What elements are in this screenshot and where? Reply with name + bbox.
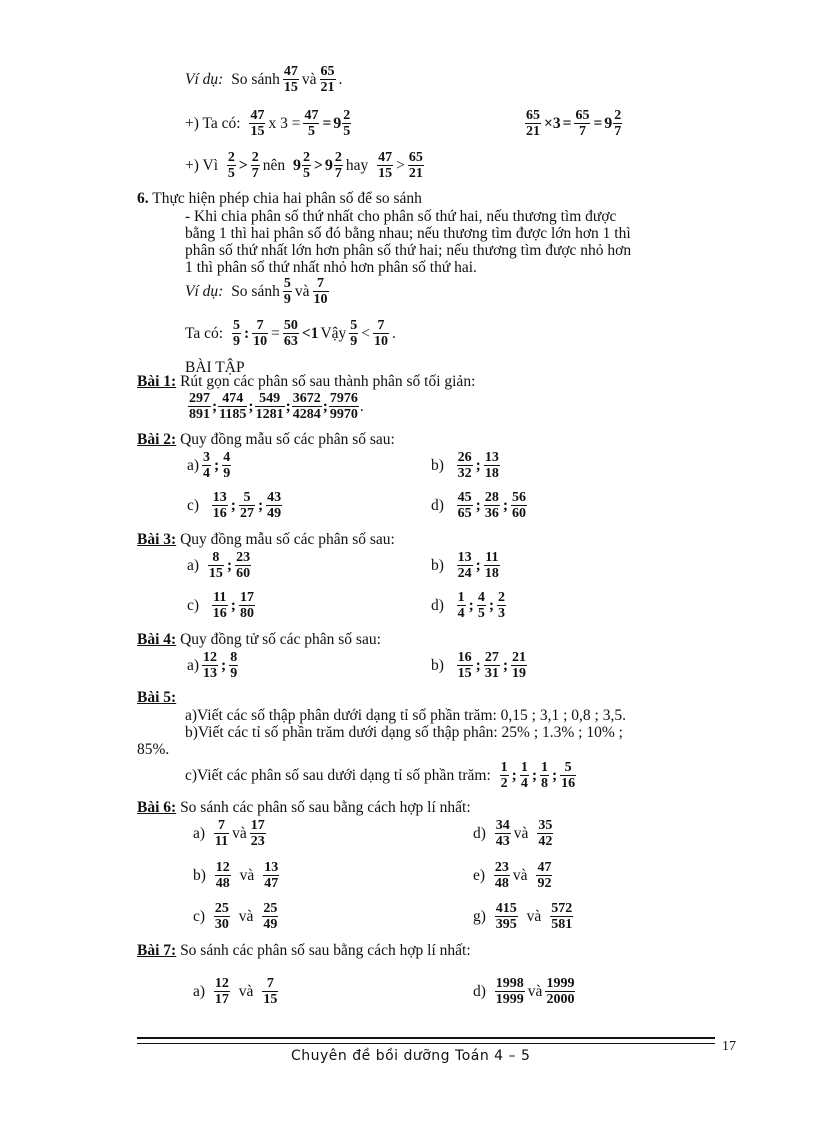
exercise-2c: c) 13 16 ; 5 27 ; 43 49 <box>187 490 282 521</box>
mixed-number: 9 2 5 <box>333 108 351 139</box>
fraction: 5 9 <box>232 318 240 349</box>
exercise-label: Bài 2: <box>137 431 177 448</box>
paragraph-line: - Khi chia phân số thứ nhất cho phân số thứ hai, nếu thương tìm được <box>185 208 617 225</box>
paragraph-line: phân số thứ nhất lớn hơn phân số thứ hai; nếu thương tìm được nhỏ hơn <box>185 242 632 259</box>
exercise-text: Quy đồng mẫu số các phân số sau: <box>180 431 395 448</box>
conj: Vậy <box>320 324 347 342</box>
example-compare-1 <box>185 64 342 95</box>
fraction: $\frac{50}{63}$ <box>283 318 298 349</box>
fraction: 2 5 <box>227 150 235 181</box>
line-vi <box>185 150 425 181</box>
exercise-3d: d) 1 4 ; 4 5 ; 2 3 <box>431 590 506 621</box>
example-compare-2 <box>185 276 330 307</box>
exercise-7a: a) 12 17 và 7 15 <box>193 976 278 1007</box>
paragraph-line: bằng 1 thì hai phân số đó bằng nhau; nếu thương tìm được lớn hơn 1 thì <box>185 225 631 242</box>
exercise-text: c)Viết các phân số sau dưới dạng tỉ số phần trăm: <box>185 766 491 784</box>
op: = <box>271 324 280 342</box>
exercise-5b-cont: 85%. <box>137 741 170 758</box>
footer-rule-thin <box>137 1043 715 1044</box>
exercise-2b: b) 26 32 ; 13 18 <box>431 450 499 481</box>
exercise-label: Bài 4: <box>137 631 177 648</box>
line-text: +) Ta có: <box>185 114 241 132</box>
op: x 3 = <box>268 114 301 132</box>
op: : <box>243 324 250 342</box>
fraction: 65 21 <box>320 64 335 95</box>
line-text: Ta có: <box>185 324 224 342</box>
line-ta-co-right <box>524 108 623 139</box>
exercise-2d: d) 45 65 ; 28 36 ; 56 60 <box>431 490 527 521</box>
exercise-label: Bài 7: <box>137 942 177 959</box>
exercise-6d: d) 34 43 và 35 42 <box>473 818 553 849</box>
exercise-6c: c) 25 30 và 25 49 <box>193 901 278 932</box>
exercise-6b: b) 12 48 và 13 47 <box>193 860 279 891</box>
mixed-number: 9 2 7 <box>324 150 342 181</box>
section-title: Thực hiện phép chia hai phân số để so sánh <box>152 190 422 207</box>
mixed-number: 9 2 5 <box>292 150 310 181</box>
fraction: 5 9 <box>283 276 291 307</box>
exercise-label: Bài 3: <box>137 531 177 548</box>
fraction: 65 21 <box>408 150 423 181</box>
exercise-text: Quy đồng mẫu số các phân số sau: <box>180 531 395 548</box>
example-label: Ví dụ: <box>185 70 224 88</box>
fraction: 7 10 <box>313 276 328 307</box>
fraction: 47 15 <box>250 108 265 139</box>
exercise-6e: e) 23 48 và 47 92 <box>473 860 552 891</box>
exercise-6-heading <box>137 800 471 816</box>
footer-rule-thick <box>137 1037 715 1039</box>
fraction: 47 15 <box>378 150 393 181</box>
fraction: 5 9 <box>350 318 358 349</box>
exercise-6a: a) 7 11 và 17 23 <box>193 818 265 849</box>
conj: và <box>301 70 317 88</box>
line-ta-co <box>185 108 352 139</box>
exercise-5a: a)Viết các số thập phân dưới dạng tỉ số phần trăm: 0,15 ; 3,1 ; 0,8 ; 3,5. <box>185 707 626 724</box>
fraction: $\frac{47}{5}$ <box>304 108 319 139</box>
fraction: $\frac{65}{7}$ <box>575 108 590 139</box>
fraction: 47 15 <box>283 64 298 95</box>
conj: hay <box>345 156 369 174</box>
line-ta-co-2 <box>185 318 396 349</box>
fraction: 7 10 <box>374 318 389 349</box>
op: ×3 <box>544 114 561 132</box>
op: = <box>593 114 603 132</box>
section-number: 6. <box>137 190 149 207</box>
exercise-text: So sánh các phân số sau bằng cách hợp lí nhất: <box>180 799 471 816</box>
exercise-label: Bài 5: <box>137 689 177 706</box>
exercise-5b: b)Viết các tỉ số phần trăm dưới dạng số thập phân: 25% ; 1.3% ; 10% ; <box>185 724 623 741</box>
conj: nên <box>262 156 286 174</box>
dot: . <box>338 70 343 88</box>
exercise-text: Rút gọn các phân số sau thành phân số tối giản: <box>180 373 476 390</box>
op: < <box>361 324 371 342</box>
exercise-7d: d) 1998 1999 và 1999 2000 <box>473 976 575 1007</box>
example-label: Ví dụ: <box>185 282 224 300</box>
fraction: $\frac{65}{21}$ <box>526 108 540 139</box>
exercise-2a: a) 3 4 ; 4 9 <box>187 450 231 481</box>
exercise-2-heading <box>137 432 395 448</box>
exercise-3-heading <box>137 532 395 548</box>
line-text: +) Vì <box>185 156 218 174</box>
exercise-4-heading <box>137 632 381 648</box>
exercise-3b: b) 13 24 ; 11 18 <box>431 550 499 581</box>
exercises-heading: BÀI TẬP <box>185 359 245 376</box>
op: > <box>313 156 323 174</box>
op: = <box>562 114 572 132</box>
mixed-number: 9 2 7 <box>604 108 622 139</box>
dot: . <box>392 324 396 342</box>
op: > <box>396 156 405 174</box>
conj: và <box>294 282 310 300</box>
exercise-5c: c)Viết các phân số sau dưới dạng tỉ số phần trăm: 1 2 ; 1 4 ; 1 8 ; 5 16 <box>185 760 576 791</box>
op: = <box>322 114 332 132</box>
exercise-1-fractions: 297 891 ; 474 1185 ; 549 1281 ; 3672 4284 ; 7976 9970 . <box>189 391 364 422</box>
paragraph-line: 1 thì phân số thứ nhất nhỏ hơn phân số thứ hai. <box>185 259 477 276</box>
op: > <box>238 156 248 174</box>
exercise-label: Bài 1: <box>137 373 177 390</box>
exercise-4b: b) 16 15 ; 27 31 ; 21 19 <box>431 650 527 681</box>
exercise-text: Quy đồng tử số các phân số sau: <box>180 631 381 648</box>
exercise-5-heading <box>137 690 176 706</box>
page-number: 17 <box>722 1039 736 1054</box>
exercise-4a: a) 12 13 ; 8 9 <box>187 650 238 681</box>
fraction: $\frac{7}{10}$ <box>253 318 268 349</box>
exercise-6g: g) 415 395 và 572 581 <box>473 901 573 932</box>
exercise-3c: c) 11 16 ; 17 80 <box>187 590 254 621</box>
exercise-text: So sánh các phân số sau bằng cách hợp lí nhất: <box>180 942 471 959</box>
section-6-heading <box>137 191 422 207</box>
example-text: So sánh <box>231 70 280 88</box>
fraction: 2 7 <box>251 150 259 181</box>
exercise-1-heading <box>137 374 475 390</box>
exercise-3a: a) 8 15 ; 23 60 <box>187 550 251 581</box>
footer-title: Chuyên đề bồi dưỡng Toán 4 – 5 <box>291 1048 531 1064</box>
example-text: So sánh <box>231 282 280 300</box>
op: <1 <box>301 324 319 342</box>
exercise-7-heading <box>137 943 471 959</box>
exercise-label: Bài 6: <box>137 799 177 816</box>
